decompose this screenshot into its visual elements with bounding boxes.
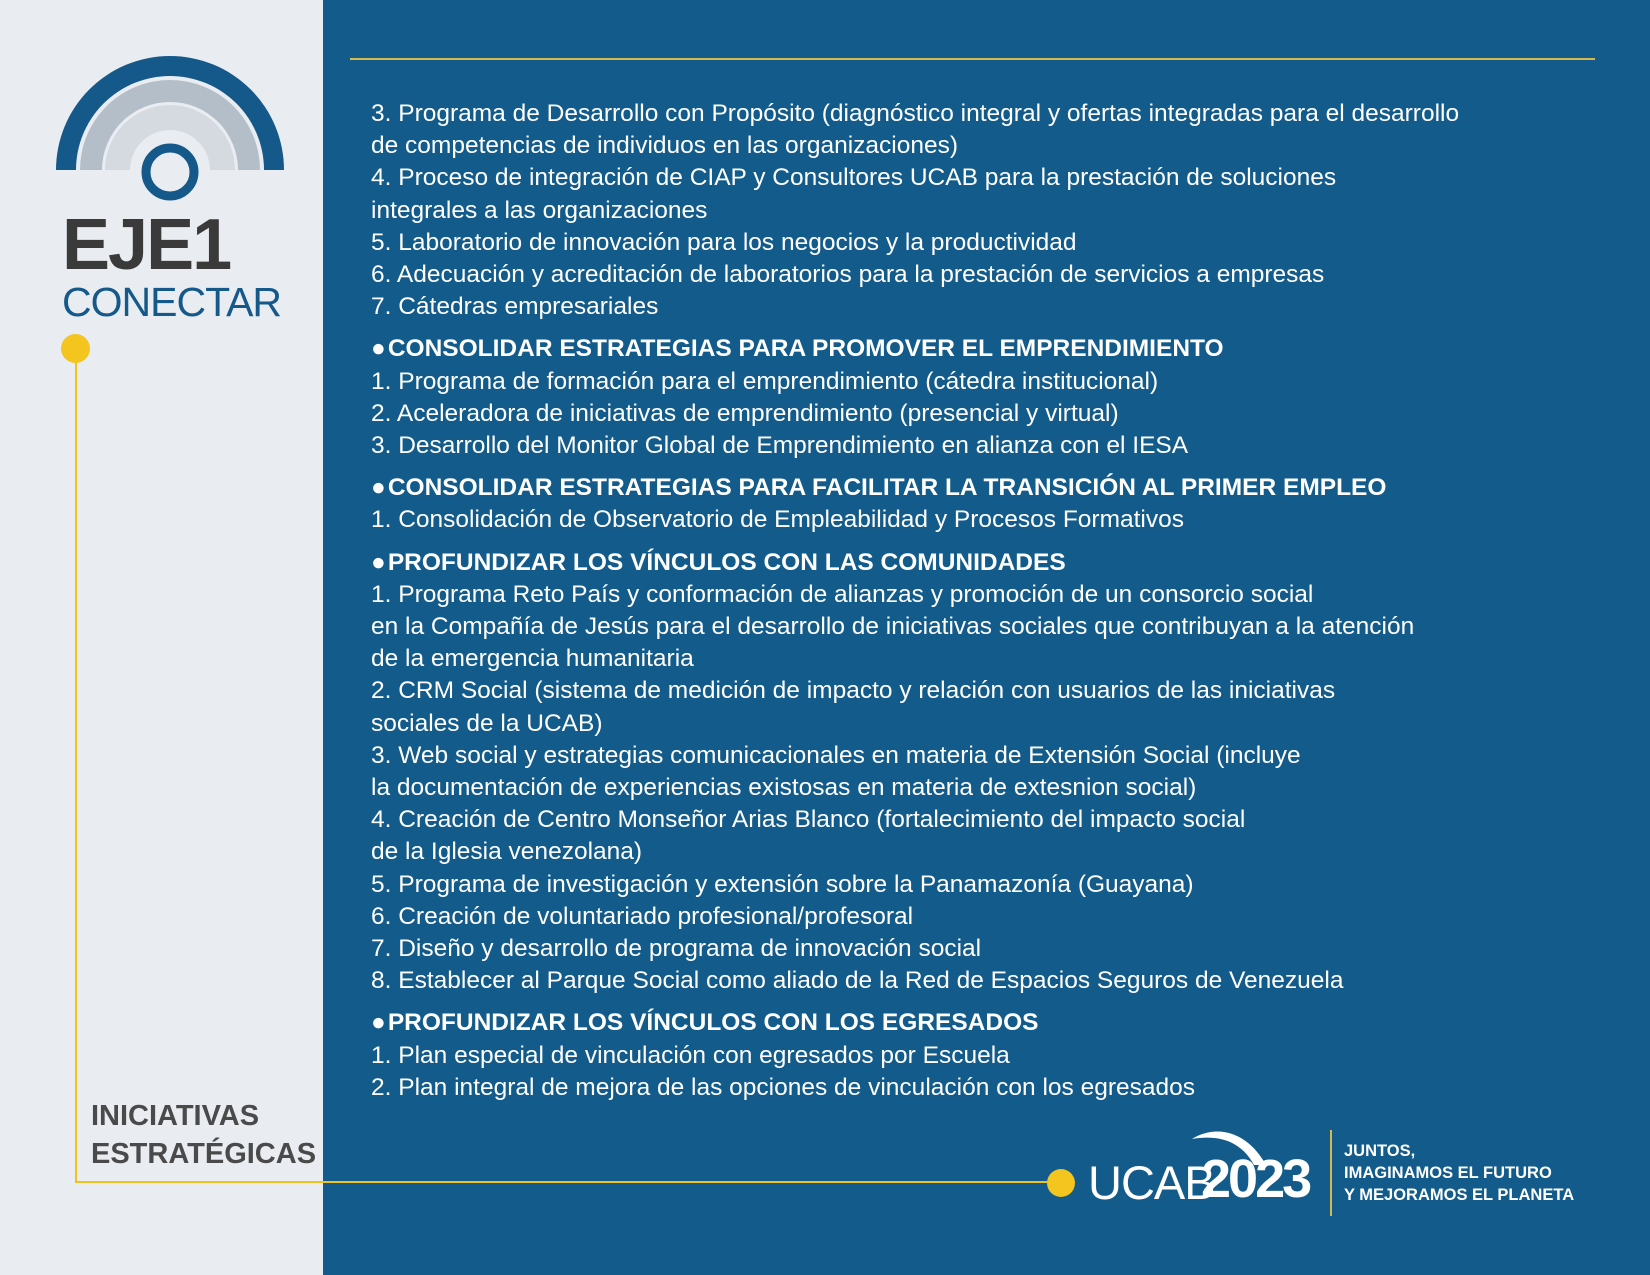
list-item-line1: 1. Programa de formación para el emprendimiento (cátedra institucional) (371, 367, 1159, 395)
list-item (371, 933, 1611, 965)
list-item-line1: 4. Proceso de integración de CIAP y Consultores UCAB para la prestación de soluciones (371, 164, 1337, 192)
intro-items (371, 98, 1611, 323)
list-item-line1: 4. Creación de Centro Monseñor Arias Blanco (fortalecimiento del impacto social (371, 806, 1246, 834)
section-label (91, 1097, 316, 1173)
list-item (371, 227, 1611, 259)
list-item (371, 579, 1611, 676)
list-item-line1: 7. Cátedras empresariales (371, 293, 659, 321)
list-item-line1: 6. Creación de voluntariado profesional/profesoral (371, 902, 914, 930)
list-item (371, 98, 1611, 162)
slogan-line2: IMAGINAMOS EL FUTURO (1344, 1164, 1552, 1182)
timeline-start-dot (61, 334, 90, 363)
list-item (371, 804, 1611, 868)
bullet-icon: ● (371, 474, 386, 502)
list-item-line2: de la Iglesia venezolana) (371, 838, 643, 866)
list-item-line1: 5. Laboratorio de innovación para los negocios y la productividad (371, 228, 1077, 256)
slogan (1344, 1140, 1574, 1206)
sections (371, 333, 1611, 1104)
list-item-line1: 6. Adecuación y acreditación de laboratorios para la prestación de servicios a empresas (371, 261, 1325, 289)
section (371, 333, 1611, 462)
slogan-line3: Y MEJORAMOS EL PLANETA (1344, 1186, 1575, 1204)
section-heading-text: CONSOLIDAR ESTRATEGIAS PARA PROMOVER EL EMPRENDIMIENTO (387, 335, 1224, 363)
list-item-line1: 1. Plan especial de vinculación con egresados por Escuela (371, 1041, 1010, 1069)
list-item (371, 740, 1611, 804)
timeline-vertical-line (75, 348, 77, 1182)
ucab-2023-logo (1088, 1127, 1328, 1207)
slogan-line1: JUNTOS, (1344, 1142, 1416, 1160)
list-item-line1: 7. Diseño y desarrollo de programa de innovación social (371, 935, 982, 963)
axis-subtitle: CONECTAR (62, 279, 282, 325)
timeline-end-dot (1047, 1169, 1075, 1197)
list-item-line2: integrales a las organizaciones (371, 196, 708, 224)
list-item (371, 1072, 1611, 1104)
list-item-line2: de competencias de individuos en las organizaciones) (371, 132, 958, 160)
bullet-icon: ● (371, 335, 386, 363)
section-label-line1: INICIATIVAS (91, 1100, 260, 1132)
list-item-line1: 2. Plan integral de mejora de las opciones de vinculación con los egresados (371, 1073, 1195, 1101)
top-divider (350, 58, 1595, 60)
section (371, 1007, 1611, 1104)
list-item (371, 366, 1611, 398)
list-item-line1: 8. Establecer al Parque Social como aliado de la Red de Espacios Seguros de Venezuela (371, 967, 1344, 995)
section (371, 472, 1611, 536)
list-item (371, 430, 1611, 462)
list-item (371, 901, 1611, 933)
list-item (371, 675, 1611, 739)
section-heading-text: CONSOLIDAR ESTRATEGIAS PARA FACILITAR LA TRANSICIÓN AL PRIMER EMPLEO (387, 474, 1387, 502)
list-item (371, 162, 1611, 226)
list-item-line2: en la Compañía de Jesús para el desarrollo de iniciativas sociales que contribuyan a la atención (371, 613, 1415, 641)
section-heading (371, 1007, 1611, 1039)
axis-title: EJE1 (62, 205, 231, 285)
logo-year: 2023 (1201, 1149, 1310, 1209)
section-heading (371, 333, 1611, 365)
list-item (371, 965, 1611, 997)
list-item-line1: 2. Aceleradora de iniciativas de emprendimiento (presencial y virtual) (371, 399, 1119, 427)
list-item-line2: la documentación de experiencias existosas en materia de extesnion social) (371, 774, 1197, 802)
timeline-horizontal-line (75, 1181, 1060, 1183)
list-item-line1: 3. Desarrollo del Monitor Global de Emprendimiento en alianza con el IESA (371, 432, 1189, 460)
list-item-line1: 5. Programa de investigación y extensión sobre la Panamazonía (Guayana) (371, 870, 1194, 898)
list-item (371, 1040, 1611, 1072)
list-item-line1: 2. CRM Social (sistema de medición de impacto y relación con usuarios de las iniciativas (371, 677, 1336, 705)
section (371, 547, 1611, 998)
list-item-line1: 1. Programa Reto País y conformación de alianzas y promoción de un consorcio social (371, 580, 1314, 608)
section-heading (371, 472, 1611, 504)
list-item (371, 259, 1611, 291)
section-heading (371, 547, 1611, 579)
list-item-line1: 3. Programa de Desarrollo con Propósito (diagnóstico integral y ofertas integradas para el desarrollo (371, 100, 1460, 127)
section-heading-text: PROFUNDIZAR LOS VÍNCULOS CON LAS COMUNIDADES (387, 548, 1066, 576)
logo-text: UCAB (1088, 1156, 1215, 1209)
list-item-line2: sociales de la UCAB) (371, 709, 603, 737)
slogan-divider (1330, 1130, 1332, 1216)
list-item (371, 291, 1611, 323)
list-item (371, 504, 1611, 536)
section-label-line2: ESTRATÉGICAS (91, 1138, 317, 1170)
bullet-icon: ● (371, 1009, 386, 1037)
initiatives-list (371, 98, 1611, 1104)
arc-emblem-icon (50, 50, 290, 205)
list-item (371, 869, 1611, 901)
bullet-icon: ● (371, 548, 386, 576)
list-item-line1: 1. Consolidación de Observatorio de Empleabilidad y Procesos Formativos (371, 506, 1184, 534)
list-item (371, 398, 1611, 430)
section-heading-text: PROFUNDIZAR LOS VÍNCULOS CON LOS EGRESADOS (387, 1009, 1039, 1037)
list-item-line3: de la emergencia humanitaria (371, 645, 694, 673)
list-item-line1: 3. Web social y estrategias comunicacionales en materia de Extensión Social (incluye (371, 741, 1301, 769)
